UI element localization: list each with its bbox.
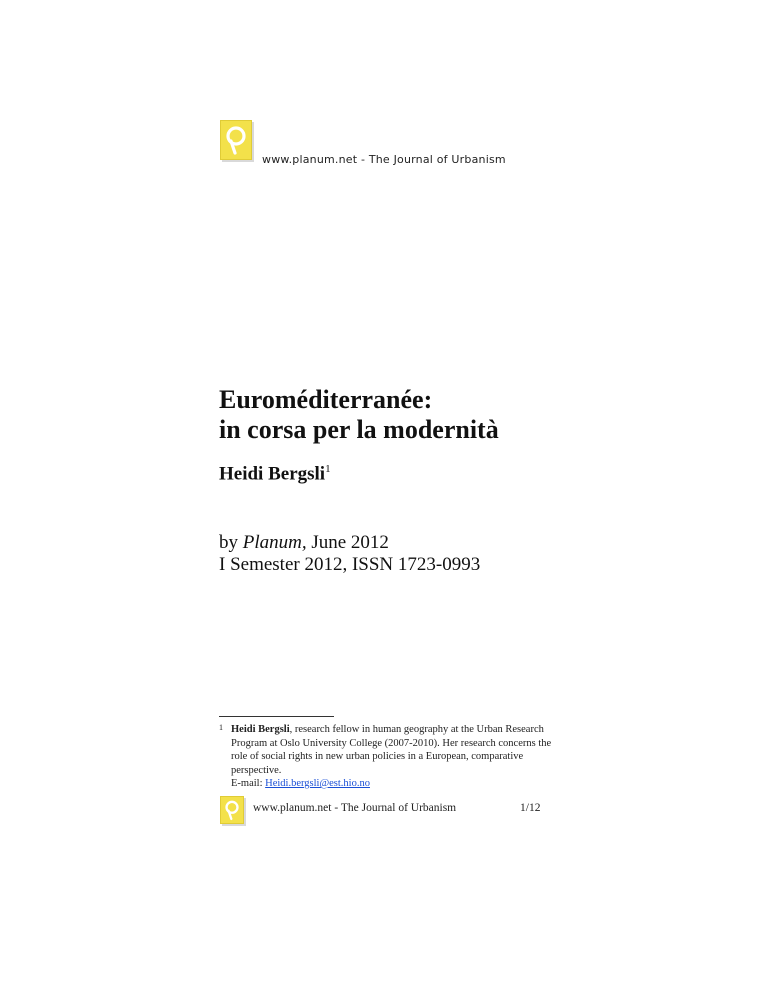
header-site-line: www.planum.net - The Journal of Urbanism <box>262 153 506 166</box>
footnote-number: 1 <box>219 723 223 732</box>
title-line-1: Euroméditerranée: <box>219 385 433 414</box>
footer-planum-logo-icon <box>220 796 244 824</box>
page-number: 1/12 <box>520 802 541 814</box>
article-title <box>219 385 499 445</box>
author-heading <box>219 463 331 485</box>
byline-line <box>219 532 480 554</box>
footnote-body <box>231 723 553 791</box>
footnote-divider <box>219 716 334 717</box>
footnote <box>219 723 553 791</box>
byline-prefix: by <box>219 532 243 553</box>
footer-site-line: www.planum.net - The Journal of Urbanism <box>253 802 457 814</box>
planum-p-mark-icon <box>221 121 251 159</box>
title-line-2: in corsa per la modernità <box>219 415 499 444</box>
footnote-email-link[interactable]: Heidi.bergsli@est.hio.no <box>265 778 370 789</box>
author-name: Heidi Bergsli <box>219 463 326 485</box>
footer-planum-p-mark-icon <box>221 797 243 823</box>
footnote-email-label: E-mail: <box>231 778 266 789</box>
semester-issn: I Semester 2012, ISSN 1723-0993 <box>219 554 481 575</box>
author-footnote-ref[interactable]: 1 <box>325 463 331 475</box>
pub-date: June 2012 <box>306 532 389 553</box>
planum-logo-icon <box>220 120 252 160</box>
footnote-author-name: Heidi Bergsli <box>231 724 290 735</box>
publication-name: Planum, <box>242 532 307 553</box>
publication-info <box>219 532 480 576</box>
footnote-text: , research fellow in human geography at the Urban Research Program at Oslo University College (2007-2010). Her research concerns the role of social rights in new urban policies in a European, comparative perspective. <box>231 724 552 776</box>
